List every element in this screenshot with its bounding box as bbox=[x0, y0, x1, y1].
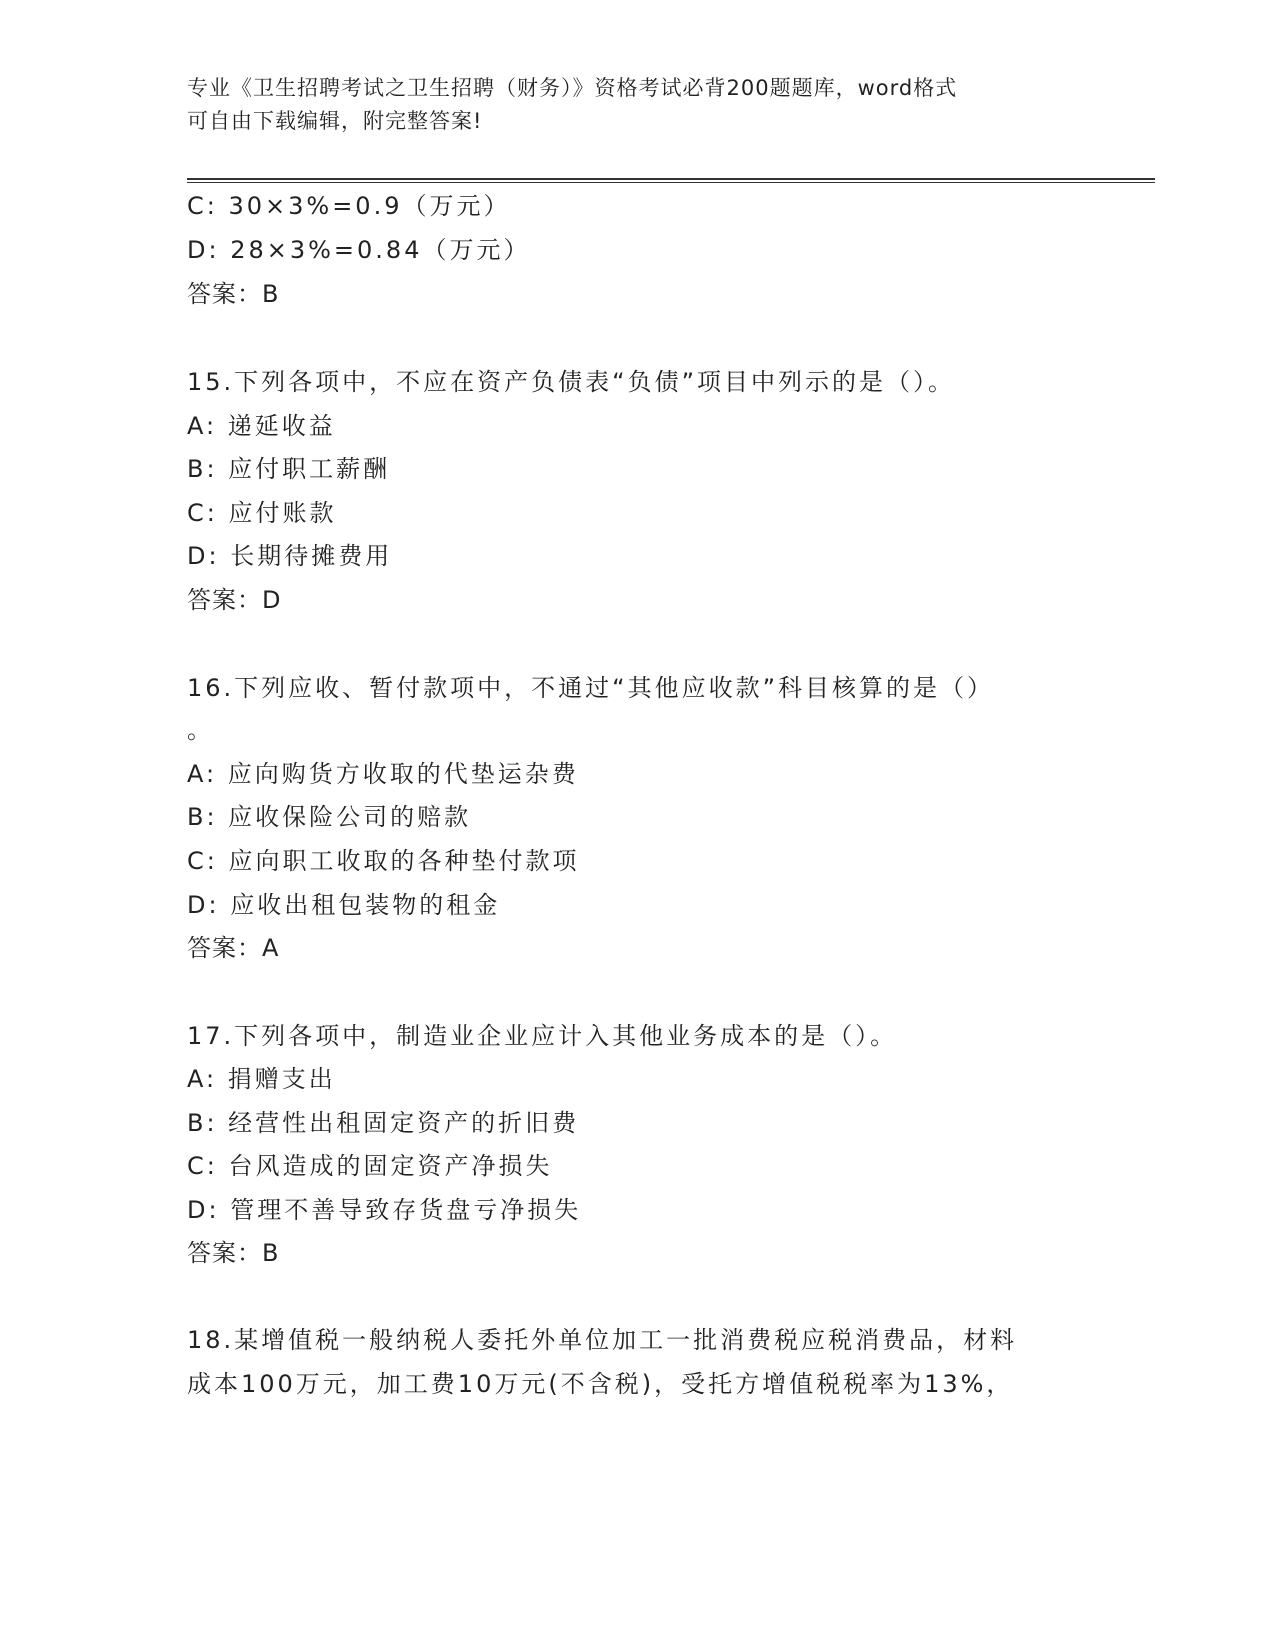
header-divider-thin bbox=[187, 182, 1155, 183]
q17-option-d: D: 管理不善导致存货盘亏净损失 bbox=[187, 1196, 582, 1224]
document-header bbox=[187, 72, 1087, 138]
q15-option-d: D: 长期待摊费用 bbox=[187, 542, 393, 570]
q17-option-b: B: 经营性出租固定资产的折旧费 bbox=[187, 1109, 580, 1137]
q15-option-b: B: 应付职工薪酬 bbox=[187, 455, 391, 483]
q17-option-a: A: 捐赠支出 bbox=[187, 1065, 336, 1093]
q16-option-b: B: 应收保险公司的赔款 bbox=[187, 803, 472, 831]
q18-stem-line-1: 18.某增值税一般纳税人委托外单位加工一批消费税应税消费品，材料 bbox=[187, 1326, 1018, 1354]
q15-stem: 15.下列各项中，不应在资产负债表“负债”项目中列示的是（）。 bbox=[187, 368, 956, 396]
header-divider-thick bbox=[187, 178, 1155, 180]
q16-option-d: D: 应收出租包装物的租金 bbox=[187, 891, 501, 919]
q17-answer: 答案：B bbox=[187, 1239, 280, 1267]
q15-option-a: A: 递延收益 bbox=[187, 412, 336, 440]
q14-option-c: C: 30×3%=0.9（万元） bbox=[187, 192, 511, 220]
q16-option-c: C: 应向职工收取的各种垫付款项 bbox=[187, 847, 580, 875]
q17-stem: 17.下列各项中，制造业企业应计入其他业务成本的是（）。 bbox=[187, 1022, 898, 1050]
q16-option-a: A: 应向购货方收取的代垫运杂费 bbox=[187, 760, 579, 788]
q15-option-c: C: 应付账款 bbox=[187, 499, 337, 527]
q18-stem-line-2: 成本100万元，加工费10万元(不含税)，受托方增值税税率为13%， bbox=[187, 1370, 1014, 1398]
q16-stem-line-2: 。 bbox=[187, 716, 214, 744]
q14-option-d: D: 28×3%=0.84（万元） bbox=[187, 236, 531, 264]
q16-answer: 答案：A bbox=[187, 934, 280, 962]
header-title-line-1: 专业《卫生招聘考试之卫生招聘（财务）》资格考试必背200题题库，word格式 bbox=[187, 76, 958, 100]
q14-answer: 答案：B bbox=[187, 280, 280, 308]
q17-option-c: C: 台风造成的固定资产净损失 bbox=[187, 1152, 553, 1180]
q15-answer: 答案：D bbox=[187, 586, 282, 614]
header-title-line-2: 可自由下载编辑，附完整答案! bbox=[187, 109, 483, 133]
q16-stem-line-1: 16.下列应收、暂付款项中，不通过“其他应收款”科目核算的是（） bbox=[187, 674, 995, 702]
